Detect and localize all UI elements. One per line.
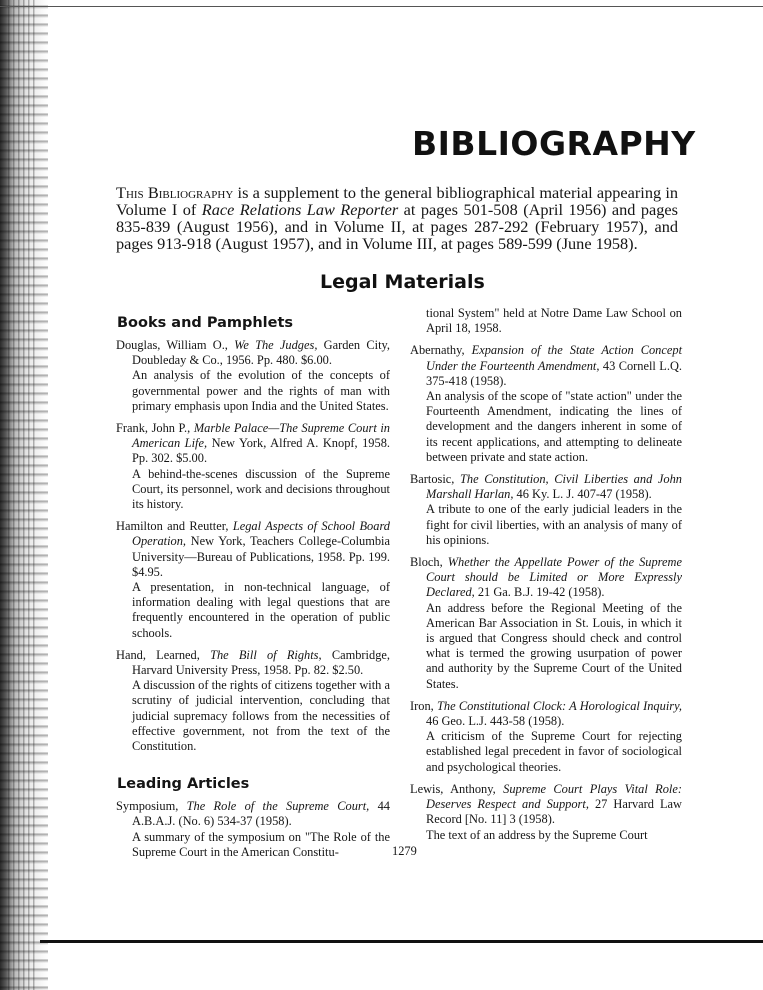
continuation-entry [410, 306, 682, 336]
book-spine-texture [8, 0, 38, 990]
entry-title: The Constitutional Clock: A Horological Inquiry, [437, 698, 683, 713]
intro-lead-caps: This Bibliography [116, 183, 234, 202]
entry-annotation: A tribute to one of the early judicial leaders in the fight for civil liberties, with an analysis of many of his opinions. [426, 502, 682, 547]
entry-annotation: A behind-the-scenes discussion of the Supreme Court, its personnel, work and decisions throughout its history. [132, 466, 390, 512]
entry-publication: New York, Alfred A. Knopf, 1958. Pp. 302. $5.00. [132, 436, 390, 466]
bibliography-entry [410, 699, 682, 775]
articles-heading: Leading Articles [117, 776, 250, 793]
entry-citation [116, 519, 390, 580]
entry-publication: Garden City, Doubleday & Co., 1956. Pp. 480. $6.00. [132, 338, 391, 368]
entry-title: The Constitution, Civil Liberties and John Marshall Harlan, [426, 472, 682, 502]
entry-annotation: An analysis of the evolution of the concepts of governmental power and the rights of man with primary emphasis upon India and the United States. [132, 368, 390, 413]
bibliography-entry [410, 472, 682, 548]
entry-author: Abernathy, [410, 343, 472, 358]
bottom-edge-line [40, 940, 763, 943]
entry-title: We The Judges, [234, 338, 318, 352]
intro-text-2: at pages 501-508 (April 1956) and pages 835-839 (August 1956), and in Volume II, at pages 287-292 (February 1957), and pages 913-918 (August 1957), and in Volume III, at pages 589-599 (June 1958). [116, 200, 678, 253]
entry-title: Supreme Court Plays Vital Role: Deserves Respect and Support, [426, 781, 682, 812]
entry-citation [410, 699, 682, 729]
entry-title: The Role of the Supreme Court, [186, 799, 370, 814]
bibliography-entry [116, 338, 390, 414]
intro-journal-title: Race Relations Law Reporter [201, 200, 399, 219]
entry-citation [116, 799, 390, 829]
entry-title: Marble Palace—The Supreme Court in American Life, [132, 421, 390, 451]
page-number: 1279 [392, 844, 417, 858]
bibliography-entry [116, 421, 390, 512]
entry-author: Douglas, William O., [116, 338, 235, 352]
entry-annotation: A presentation, in non-technical language, of information dealing with legal questions that are frequently encountered in the operation of public schools. [132, 580, 390, 640]
entry-publication: Cambridge, Harvard University Press, 1958. Pp. 82. $2.50. [132, 647, 390, 678]
entry-annotation: A summary of the symposium on "The Role of the Supreme Court in the American Constitu- [132, 829, 390, 859]
entry-author: Hand, Learned, [116, 647, 211, 662]
entry-citation [410, 555, 682, 601]
entry-publication: 44 A.B.A.J. (No. 6) 534-37 (1958). [132, 799, 390, 829]
bibliography-entry [116, 799, 390, 860]
entry-publication: 46 Geo. L.J. 443-58 (1958). [426, 714, 565, 729]
entry-citation [410, 782, 682, 828]
entry-citation [116, 421, 390, 467]
entry-publication: 43 Cornell L.Q. 375-418 (1958). [426, 358, 683, 388]
entry-title: Expansion of the State Action Concept Under the Fourteenth Amendment, [426, 343, 683, 373]
right-column [410, 306, 682, 850]
entry-citation [116, 338, 390, 368]
intro-paragraph [116, 184, 678, 252]
entry-publication: 21 Ga. B.J. 19-42 (1958). [474, 585, 605, 600]
bibliography-entry [410, 343, 682, 465]
entry-annotation-continued: tional System" held at Notre Dame Law School on April 18, 1958. [426, 306, 682, 336]
entry-citation [410, 343, 682, 389]
entry-author: Iron, [410, 698, 438, 713]
entry-annotation: An analysis of the scope of "state action" under the Fourteenth Amendment, indicating the lines of development and the dangers inherent in some of its recent applications, and attempting to delineate between private and state action. [426, 389, 682, 464]
entry-author: Hamilton and Reutter, [116, 519, 233, 534]
entry-title: The Bill of Rights, [210, 647, 322, 662]
entry-publication: 27 Harvard Law Record [No. 11] 3 (1958). [426, 797, 682, 827]
left-column [116, 314, 390, 867]
entry-author: Bartosic, [410, 472, 461, 487]
entry-author: Lewis, Anthony, [410, 781, 504, 796]
entry-annotation: An address before the Regional Meeting of the American Bar Association in St. Louis, in which it is argued that Congress should check and control what is termed the growing usurpation of power and authority by the Supreme Court of the United States. [426, 600, 682, 691]
entry-citation [116, 648, 390, 678]
entry-title: Legal Aspects of School Board Operation, [132, 519, 390, 549]
page-title: BIBLIOGRAPHY [412, 124, 696, 163]
entry-author: Bloch, [410, 555, 448, 570]
bibliography-entry [116, 519, 390, 641]
entry-title: Whether the Appellate Power of the Supreme Court should be Limited or More Expressly Declared, [426, 555, 682, 600]
entry-annotation: A discussion of the rights of citizens together with a scrutiny of judicial intervention, concluding that judicial supremacy follows from the necessities of effective government, not from the text of the Constitution. [132, 678, 390, 754]
entry-publication: 46 Ky. L. J. 407-47 (1958). [513, 487, 652, 502]
bibliography-entry [116, 648, 390, 754]
top-edge-line [0, 6, 763, 7]
entry-annotation: A criticism of the Supreme Court for rejecting established legal precedent in favor of sociological and psychological theories. [426, 729, 682, 774]
bibliography-entry [410, 555, 682, 692]
section-heading: Legal Materials [320, 271, 485, 293]
books-heading: Books and Pamphlets [117, 315, 294, 331]
entry-author: Frank, John P., [116, 421, 194, 436]
intro-text-1: is a supplement to the general bibliographical material appearing in Volume I of [116, 183, 679, 219]
entry-annotation: The text of an address by the Supreme Court [426, 827, 648, 842]
entry-publication: New York, Teachers College-Columbia University—Bureau of Publications, 1958. Pp. 199. $4.95. [132, 534, 390, 579]
bibliography-entry [410, 782, 682, 843]
entry-citation [410, 472, 682, 502]
entry-author: Symposium, [116, 799, 187, 814]
